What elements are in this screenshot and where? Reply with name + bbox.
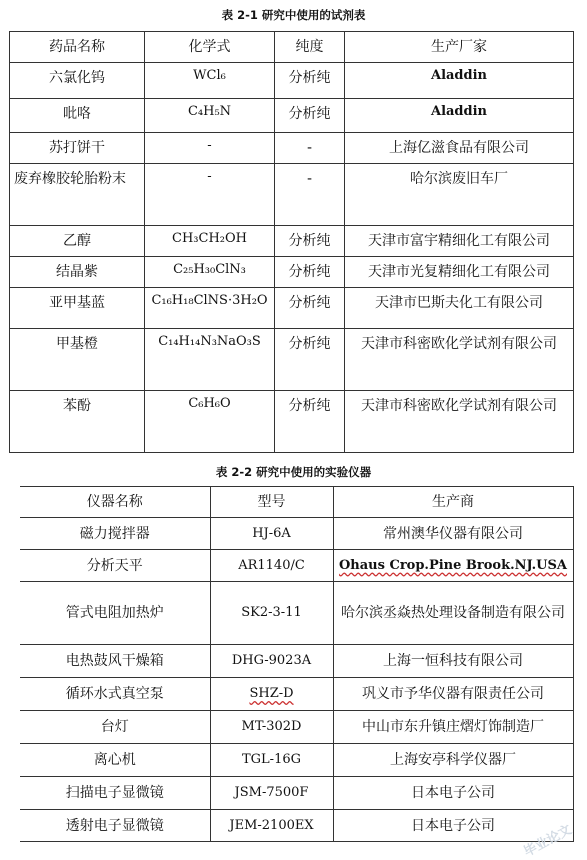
reagent-formula: C₁₄H₁₄N₃NaO₃S (145, 329, 275, 391)
reagent-maker: Aladdin (345, 63, 574, 99)
reagent-table (9, 31, 574, 453)
reagent-maker: 天津市科密欧化学试剂有限公司 (345, 329, 574, 391)
reagent-purity: - (275, 133, 345, 164)
reagent-formula: C₂₅H₃₀ClN₃ (145, 257, 275, 288)
instrument-maker: 中山市东升镇庄熠灯饰制造厂 (333, 711, 573, 744)
reagent-formula: - (145, 164, 275, 226)
reagent-formula: CH₃CH₂OH (145, 226, 275, 257)
table-row (10, 226, 574, 257)
table1-caption: 表 2-1 研究中使用的试剂表 (221, 8, 366, 22)
instrument-name: 循环水式真空泵 (20, 678, 210, 711)
header-model: 型号 (210, 487, 333, 518)
reagent-purity: 分析纯 (275, 99, 345, 133)
reagent-maker: 天津市光复精细化工有限公司 (345, 257, 574, 288)
reagent-formula: - (145, 133, 275, 164)
instrument-model: HJ-6A (210, 518, 333, 550)
instrument-name: 离心机 (20, 744, 210, 777)
table-row (20, 810, 573, 842)
instrument-model: MT-302D (210, 711, 333, 744)
reagent-name: 亚甲基蓝 (10, 288, 145, 329)
reagent-formula: C₄H₅N (145, 99, 275, 133)
instrument-model: TGL-16G (210, 744, 333, 777)
reagent-purity: 分析纯 (275, 257, 345, 288)
instrument-maker: 巩义市予华仪器有限责任公司 (333, 678, 573, 711)
reagent-formula: C₆H₆O (145, 391, 275, 453)
watermark-logo: 毕业论文 (521, 822, 575, 860)
table-row (10, 329, 574, 391)
reagent-maker: 哈尔滨废旧车厂 (345, 164, 574, 226)
instrument-name: 扫描电子显微镜 (20, 777, 210, 810)
reagent-maker: 上海亿滋食品有限公司 (345, 133, 574, 164)
table-row (10, 99, 574, 133)
table-row (10, 63, 574, 99)
instrument-model (210, 678, 333, 711)
table-row (10, 257, 574, 288)
instrument-name: 台灯 (20, 711, 210, 744)
reagent-purity: 分析纯 (275, 288, 345, 329)
header-purity: 纯度 (275, 32, 345, 63)
header-maker: 生产厂家 (345, 32, 574, 63)
instrument-model-text: SHZ-D (249, 686, 294, 701)
header-instrument-name: 仪器名称 (20, 487, 210, 518)
instrument-maker: 上海一恒科技有限公司 (333, 645, 573, 678)
reagent-purity: 分析纯 (275, 329, 345, 391)
table-row (10, 133, 574, 164)
table-row (20, 518, 573, 550)
instrument-maker: 上海安亭科学仪器厂 (333, 744, 573, 777)
reagent-name: 结晶紫 (10, 257, 145, 288)
table2-header-row (20, 487, 573, 518)
reagent-maker: 天津市科密欧化学试剂有限公司 (345, 391, 574, 453)
instrument-model: JSM-7500F (210, 777, 333, 810)
table2-caption: 表 2-2 研究中使用的实验仪器 (215, 465, 372, 479)
table-row (10, 164, 574, 226)
instrument-model: AR1140/C (210, 550, 333, 582)
header-formula: 化学式 (145, 32, 275, 63)
reagent-name: 甲基橙 (10, 329, 145, 391)
reagent-purity: 分析纯 (275, 63, 345, 99)
reagent-name: 乙醇 (10, 226, 145, 257)
table-row (20, 582, 573, 645)
instrument-maker: 常州澳华仪器有限公司 (333, 518, 573, 550)
instrument-name: 电热鼓风干燥箱 (20, 645, 210, 678)
instrument-table (20, 486, 574, 842)
reagent-formula: C₁₆H₁₈ClNS·3H₂O (145, 288, 275, 329)
instrument-name: 分析天平 (20, 550, 210, 582)
instrument-maker: 哈尔滨丞焱热处理设备制造有限公司 (333, 582, 573, 645)
table-row (10, 288, 574, 329)
header-manufacturer: 生产商 (333, 487, 573, 518)
reagent-name: 吡咯 (10, 99, 145, 133)
reagent-purity: 分析纯 (275, 391, 345, 453)
reagent-name: 苯酚 (10, 391, 145, 453)
reagent-maker: 天津市富宇精细化工有限公司 (345, 226, 574, 257)
table-row (20, 550, 573, 582)
instrument-name: 管式电阻加热炉 (20, 582, 210, 645)
reagent-purity: - (275, 164, 345, 226)
instrument-model: DHG-9023A (210, 645, 333, 678)
instrument-model: SK2-3-11 (210, 582, 333, 645)
reagent-maker: 天津市巴斯夫化工有限公司 (345, 288, 574, 329)
reagent-maker: Aladdin (345, 99, 574, 133)
table-row (10, 391, 574, 453)
reagent-name: 苏打饼干 (10, 133, 145, 164)
table-row (20, 744, 573, 777)
instrument-name: 透射电子显微镜 (20, 810, 210, 842)
table-row (20, 711, 573, 744)
reagent-name: 六氯化钨 (10, 63, 145, 99)
header-reagent-name: 药品名称 (10, 32, 145, 63)
table-row (20, 645, 573, 678)
reagent-formula: WCl₆ (145, 63, 275, 99)
instrument-maker: 日本电子公司 (333, 810, 573, 842)
instrument-maker-text: Ohaus Crop.Pine Brook.NJ.USA (338, 557, 567, 573)
reagent-purity: 分析纯 (275, 226, 345, 257)
instrument-maker (333, 550, 573, 582)
instrument-name: 磁力搅拌器 (20, 518, 210, 550)
table-row (20, 777, 573, 810)
table1-header-row (10, 32, 574, 63)
instrument-maker: 日本电子公司 (333, 777, 573, 810)
reagent-name: 废弃橡胶轮胎粉末 (10, 164, 145, 226)
table-row (20, 678, 573, 711)
instrument-model: JEM-2100EX (210, 810, 333, 842)
